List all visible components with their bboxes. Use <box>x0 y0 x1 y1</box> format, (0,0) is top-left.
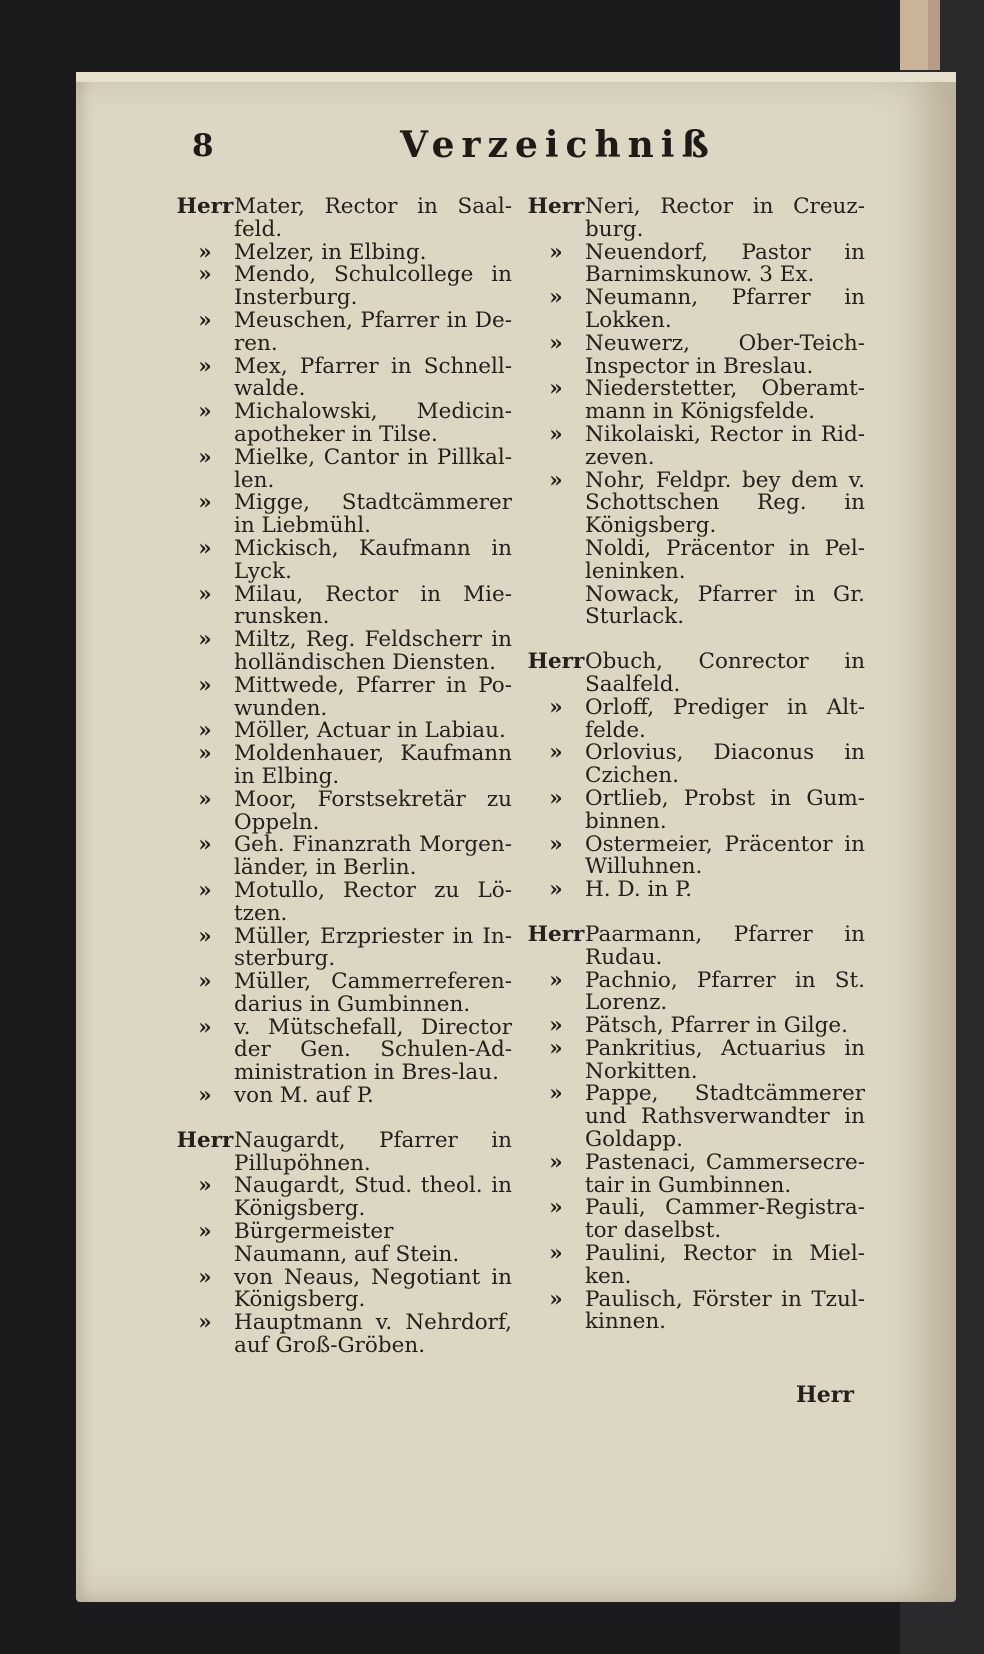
entry-text: Neuendorf, Pastor in Barnimskunow. 3 Ex. <box>585 239 865 288</box>
entry-text: Pachnio, Pfarrer in St. Lorenz. <box>585 967 865 1016</box>
entry-mark: » <box>549 376 563 402</box>
directory-entry <box>176 1127 512 1176</box>
directory-entry <box>527 967 865 1016</box>
entry-mark: Herr <box>176 194 234 219</box>
directory-entry <box>176 1014 512 1086</box>
entry-mark: » <box>198 581 212 607</box>
directory-entry <box>527 742 865 788</box>
entry-mark: » <box>198 239 212 265</box>
entry-text: Pastenaci, Cammersecre-tair in Gumbinnen. <box>585 1149 865 1198</box>
entry-mark: » <box>549 421 563 447</box>
entry-text: Noldi, Präcentor in Pel-leninken. <box>585 535 865 584</box>
directory-entry <box>527 421 865 470</box>
entry-mark: » <box>549 831 563 857</box>
entry-text: Melzer, in Elbing. <box>234 239 427 265</box>
entry-text: Nikolaiski, Rector in Rid-zeven. <box>585 421 865 470</box>
entry-mark: » <box>198 1083 212 1109</box>
entry-text: Michalowski, Medicin-apotheker in Tilse. <box>234 399 512 447</box>
directory-entry <box>527 831 865 880</box>
entry-mark: » <box>198 535 212 561</box>
entry-text: Mickisch, Kaufmann in Lyck. <box>234 535 512 584</box>
entry-text: Motullo, Rector zu Lö-tzen. <box>234 877 512 926</box>
directory-entry <box>527 879 865 902</box>
directory-entry <box>176 672 512 721</box>
entry-text: Nowack, Pfarrer in Gr. Sturlack. <box>585 581 865 630</box>
directory-entry <box>527 1286 865 1335</box>
entry-text: Obuch, Conrector in Saalfeld. <box>585 649 865 697</box>
directory-entry <box>176 1085 512 1108</box>
entry-mark: » <box>549 467 563 493</box>
entry-mark: » <box>198 672 212 698</box>
directory-entry <box>176 786 512 835</box>
entry-mark: » <box>549 694 563 720</box>
entry-text: Pappe, Stadtcämmerer und Rathsverwandter in Goldapp. <box>585 1081 865 1153</box>
directory-entry <box>527 651 865 697</box>
entry-text: v. Mütschefall, Director der Gen. Schulen-Ad-ministration in Bres-lau. <box>234 1014 512 1086</box>
directory-entry <box>176 1175 512 1221</box>
entry-text: Naugardt, Pfarrer in Pillupöhnen. <box>234 1127 512 1176</box>
directory-entry <box>527 535 865 584</box>
entry-text: Hauptmann v. Nehrdorf, auf Groß-Gröben. <box>234 1310 512 1359</box>
entry-text: Paarmann, Pfarrer in Rudau. <box>585 921 865 970</box>
directory-entry <box>527 785 865 834</box>
section-gap <box>527 629 865 651</box>
entry-mark: » <box>549 785 563 811</box>
entry-mark: » <box>198 1264 212 1290</box>
entry-text: Paulini, Rector in Miel-ken. <box>585 1241 865 1289</box>
directory-entry <box>527 1243 865 1289</box>
entry-mark: Herr <box>176 1127 234 1153</box>
entry-mark: » <box>198 490 212 516</box>
entry-mark: » <box>198 969 212 995</box>
directory-entry <box>527 1197 865 1243</box>
entry-mark: » <box>198 1219 212 1245</box>
directory-entry <box>176 834 512 880</box>
entry-mark: » <box>549 1013 563 1039</box>
entry-mark: » <box>549 1241 563 1267</box>
entry-text: Paulisch, Förster in Tzul-kinnen. <box>585 1286 865 1335</box>
entry-text: Milau, Rector in Mie-runsken. <box>234 581 512 630</box>
directory-entry <box>527 287 865 333</box>
entry-text: Naugardt, Stud. theol. in Königsberg. <box>234 1173 512 1222</box>
directory-entry <box>176 264 512 310</box>
entry-mark: Herr <box>527 649 585 675</box>
right-column <box>527 196 865 1334</box>
directory-entry <box>176 307 512 356</box>
entry-mark: » <box>198 741 212 767</box>
directory-entry <box>176 923 512 972</box>
entry-mark: » <box>549 1035 563 1061</box>
entry-mark: » <box>549 1195 563 1221</box>
entry-text: Orlovius, Diaconus in Czichen. <box>585 740 865 789</box>
directory-entry <box>527 330 865 379</box>
directory-entry <box>527 1035 865 1084</box>
directory-entry <box>527 196 865 242</box>
entry-mark: » <box>198 1173 212 1199</box>
entry-text: Moldenhauer, Kaufmann in Elbing. <box>234 741 512 789</box>
entry-text: Pankritius, Actuarius in Norkitten. <box>585 1035 865 1084</box>
entry-text: von M. auf P. <box>234 1083 374 1109</box>
entry-text: Ortlieb, Probst in Gum-binnen. <box>585 785 865 834</box>
directory-entry <box>176 743 512 789</box>
entry-mark: Herr <box>527 921 585 947</box>
entry-mark: » <box>198 718 212 744</box>
entry-mark: Herr <box>527 194 585 219</box>
entry-mark: » <box>198 786 212 812</box>
directory-entry <box>176 1264 512 1313</box>
section-gap <box>176 1108 512 1130</box>
entry-mark: » <box>198 627 212 653</box>
directory-entry <box>176 877 512 926</box>
entry-mark: » <box>549 1286 563 1312</box>
directory-entry <box>176 353 512 402</box>
entry-text: H. D. in P. <box>585 877 693 903</box>
directory-entry <box>176 581 512 630</box>
entry-text: Migge, Stadtcämmerer in Liebmühl. <box>234 490 512 539</box>
entry-mark: » <box>549 1081 563 1107</box>
directory-entry <box>527 581 865 630</box>
entry-mark: » <box>198 353 212 379</box>
section-gap <box>527 902 865 924</box>
entry-text: Mex, Pfarrer in Schnell-walde. <box>234 353 512 402</box>
entry-text: Mendo, Schulcollege in Insterburg. <box>234 262 512 311</box>
directory-entry <box>527 1149 865 1198</box>
directory-entry <box>527 694 865 743</box>
entry-text: Neri, Rector in Creuz-burg. <box>585 194 865 242</box>
entry-mark: » <box>549 877 563 903</box>
entry-text: Nohr, Feldpr. bey dem v. Schottschen Reg. in Königsberg. <box>585 467 865 539</box>
directory-entry <box>176 444 512 493</box>
directory-entry <box>176 1221 512 1267</box>
entry-text: Bürgermeister Naumann, auf Stein. <box>234 1219 460 1267</box>
book-corner <box>900 0 940 70</box>
entry-text: Niederstetter, Oberamt-mann in Königsfelde. <box>585 376 865 425</box>
catchword: Herr <box>796 1382 854 1408</box>
entry-text: Mittwede, Pfarrer in Po-wunden. <box>234 672 512 721</box>
directory-entry <box>176 401 512 447</box>
entry-text: Pauli, Cammer-Registra-tor daselbst. <box>585 1195 865 1244</box>
entry-mark: » <box>198 399 212 425</box>
directory-entry <box>527 921 865 970</box>
entry-text: Geh. Finanzrath Morgen-länder, in Berlin. <box>234 832 512 881</box>
page-title: Verzeichniß <box>400 124 716 166</box>
entry-text: Ostermeier, Präcentor in Willuhnen. <box>585 831 865 880</box>
directory-entry <box>176 720 512 743</box>
entry-text: Miltz, Reg. Feldscherr in holländischen Diensten. <box>234 627 512 675</box>
entry-text: Möller, Actuar in Labiau. <box>234 718 506 744</box>
directory-entry <box>176 971 512 1017</box>
entry-text: Neuwerz, Ober-Teich-Inspector in Breslau. <box>585 330 865 379</box>
directory-entry <box>176 1312 512 1358</box>
entry-mark: » <box>549 285 563 311</box>
directory-entry <box>527 378 865 424</box>
left-column <box>176 196 512 1358</box>
entry-mark: » <box>549 740 563 766</box>
entry-mark: » <box>549 239 563 265</box>
directory-entry <box>176 629 512 675</box>
entry-text: Neumann, Pfarrer in Lokken. <box>585 285 865 333</box>
entry-text: Müller, Erzpriester in In-sterburg. <box>234 923 512 972</box>
entry-mark: » <box>198 444 212 470</box>
directory-entry <box>527 239 865 288</box>
directory-entry <box>176 196 512 242</box>
directory-entry <box>176 239 512 265</box>
entry-mark: » <box>198 1014 212 1040</box>
entry-text: Moor, Forstsekretär zu Oppeln. <box>234 786 512 835</box>
entry-text: Orloff, Prediger in Alt-felde. <box>585 694 865 743</box>
directory-entry <box>527 467 865 539</box>
entry-text: Mater, Rector in Saal-feld. <box>234 194 512 242</box>
directory-entry <box>176 492 512 538</box>
entry-text: Meuschen, Pfarrer in De-ren. <box>234 307 512 356</box>
entry-mark: » <box>549 1149 563 1175</box>
entry-mark: » <box>198 1310 212 1336</box>
entry-mark: » <box>198 923 212 949</box>
entry-mark: » <box>549 330 563 356</box>
page-number: 8 <box>192 128 214 164</box>
entry-mark: » <box>549 967 563 993</box>
directory-entry <box>527 1083 865 1151</box>
entry-text: von Neaus, Negotiant in Königsberg. <box>234 1264 512 1313</box>
entry-mark: » <box>198 877 212 903</box>
entry-mark: » <box>198 262 212 288</box>
entry-text: Pätsch, Pfarrer in Gilge. <box>585 1013 848 1039</box>
entry-text: Mielke, Cantor in Pillkal-len. <box>234 444 512 493</box>
entry-mark: » <box>198 832 212 858</box>
entry-mark: » <box>198 307 212 333</box>
page-edge <box>76 72 956 82</box>
directory-entry <box>527 1015 865 1038</box>
directory-entry <box>176 535 512 584</box>
entry-text: Müller, Cammerreferen-darius in Gumbinnen. <box>234 969 512 1017</box>
